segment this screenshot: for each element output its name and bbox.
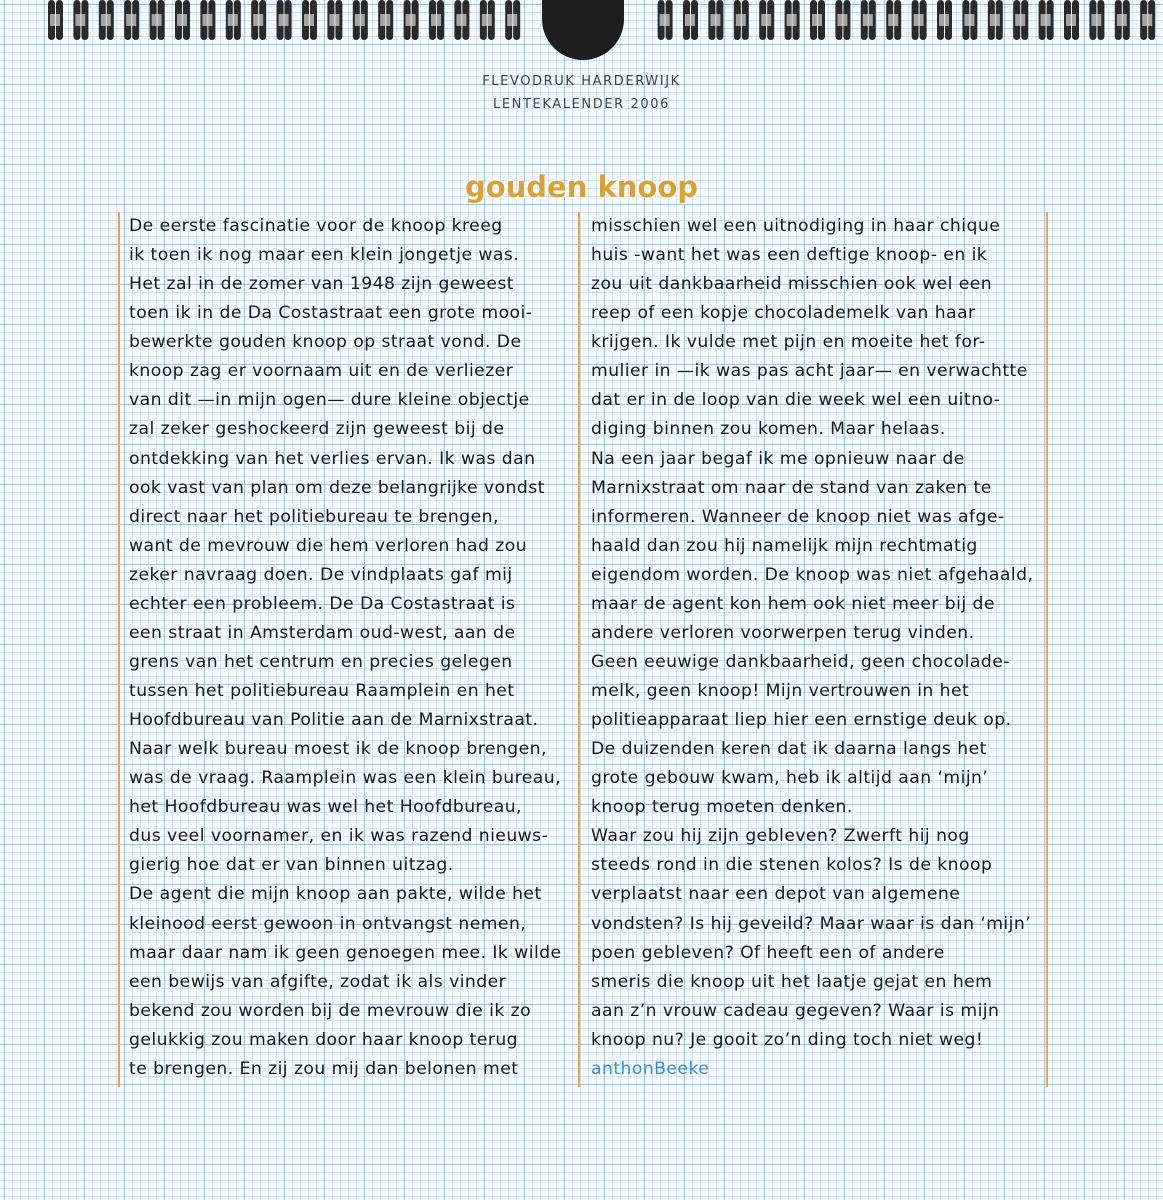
binding-ring <box>226 0 241 40</box>
right-text-column <box>578 212 1048 1087</box>
body-text-line: misschien wel een uitnodiging in haar chique <box>591 216 1001 236</box>
body-text-line: smeris die knoop uit het laatje gejat en hem <box>591 971 993 992</box>
body-text-line: diging binnen zou komen. Maar helaas. <box>591 419 946 440</box>
body-text-line: De eerste fascinatie voor de knoop kreeg <box>129 216 503 236</box>
body-text-line: zeker navraag doen. De vindplaats gaf mij <box>129 564 513 585</box>
body-text-line: politieapparaat liep hier een ernstige deuk op. <box>591 710 1012 731</box>
body-text-line: aan z’n vrouw cadeau gegeven? Waar is mijn <box>591 1000 1000 1021</box>
body-text-line: De agent die mijn knoop aan pakte, wilde het <box>129 884 542 905</box>
binding-ring <box>683 0 698 40</box>
binding-ring <box>200 0 215 40</box>
body-text-line: maar de agent kon hem ook niet meer bij de <box>591 593 995 614</box>
binding-ring <box>124 0 139 40</box>
binding-ring <box>277 0 292 40</box>
binding-ring <box>1089 0 1104 40</box>
body-text-line: bewerkte gouden knoop op straat vond. De <box>129 332 522 353</box>
binding-ring <box>150 0 165 40</box>
binding-ring <box>454 0 469 40</box>
body-text-line: ik toen ik nog maar een klein jongetje was. <box>129 245 520 266</box>
binding-ring <box>73 0 88 40</box>
body-text-line: een straat in Amsterdam oud-west, aan de <box>129 622 516 643</box>
body-text-line: maar daar nam ik geen genoegen mee. Ik wilde <box>129 942 562 963</box>
body-text-line: vondsten? Is hij geveild? Maar waar is dan ‘mijn’ <box>591 913 1032 934</box>
body-text-line: grens van het centrum en precies gelegen <box>129 651 513 672</box>
body-text-line: informeren. Wanneer de knoop niet was afge- <box>591 506 1005 527</box>
binding-ring <box>404 0 419 40</box>
body-text-line: verplaatst naar een depot van algemene <box>591 884 961 905</box>
binding-ring <box>302 0 317 40</box>
body-text-line: eigendom worden. De knoop was niet afgehaald, <box>591 564 1034 585</box>
binding-ring <box>937 0 952 40</box>
body-text-line: knoop nu? Je gooit zo’n ding toch niet weg! <box>591 1029 984 1050</box>
body-text-line: andere verloren voorwerpen terug vinden. <box>591 622 975 643</box>
body-text-line: kleinood eerst gewoon in ontvangst nemen, <box>129 913 527 934</box>
body-text-line: Waar zou hij zijn gebleven? Zwerft hij nog <box>591 826 970 847</box>
body-text-line: haald dan zou hij namelijk mijn rechtmatig <box>591 535 978 556</box>
calendar-header <box>0 70 1163 116</box>
binding-ring <box>378 0 393 40</box>
binding-ring <box>505 0 520 40</box>
body-text-line: gierig hoe dat er van binnen uitzag. <box>129 855 454 876</box>
body-text-line: krijgen. Ik vulde met pijn en moeite het for- <box>591 332 986 353</box>
body-text-line: zal zeker geshockeerd zijn geweest bij de <box>129 419 505 440</box>
binding-ring <box>1039 0 1054 40</box>
body-text-line: zou uit dankbaarheid misschien ook wel een <box>591 274 993 295</box>
binding-ring <box>658 0 673 40</box>
body-text-line: direct naar het politiebureau te brengen, <box>129 506 499 527</box>
body-text-line: knoop zag er voornaam uit en de verliezer <box>129 361 514 382</box>
body-text-line: tussen het politiebureau Raamplein en het <box>129 681 515 701</box>
binding-ring <box>734 0 749 40</box>
binding-ring <box>861 0 876 40</box>
binding-ring <box>1013 0 1028 40</box>
body-text-line: Het zal in de zomer van 1948 zijn geweest <box>129 274 514 295</box>
binding-ring <box>759 0 774 40</box>
binding-ring <box>353 0 368 40</box>
body-text-line: Na een jaar begaf ik me opnieuw naar de <box>591 448 965 469</box>
body-text-line: reep of een kopje chocolademelk van haar <box>591 303 976 324</box>
body-text-line: huis -want het was een deftige knoop- en ik <box>591 245 988 266</box>
body-text-line: gelukkig zou maken door haar knoop terug <box>129 1029 519 1050</box>
body-text-line: Naar welk bureau moest ik de knoop brengen, <box>129 739 547 760</box>
publisher-name: FLEVODRUK HARDERWIJK <box>482 74 681 89</box>
body-text-line: want de mevrouw die hem verloren had zou <box>129 535 528 556</box>
body-text-line: grote gebouw kwam, heb ik altijd aan ‘mijn’ <box>591 768 989 789</box>
body-text-line: toen ik in de Da Costastraat een grote mooi- <box>129 303 533 324</box>
binding-ring <box>99 0 114 40</box>
body-text-line: poen gebleven? Of heeft een of andere <box>591 942 945 963</box>
body-text-line: was de vraag. Raamplein was een klein bureau, <box>129 768 562 789</box>
body-text-line: steeds rond in die stenen kolos? Is de knoop <box>591 855 993 876</box>
body-text-line: echter een probleem. De Da Costastraat is <box>129 593 516 614</box>
body-text-line: Geen eeuwige dankbaarheid, geen chocolade- <box>591 651 1010 672</box>
binding-ring <box>1064 0 1079 40</box>
binding-ring <box>175 0 190 40</box>
author-signature: anthonBeeke <box>591 1058 710 1079</box>
body-text-line: knoop terug moeten denken. <box>591 797 853 818</box>
body-text-line: dus veel voornamer, en ik was razend nieuws- <box>129 826 549 847</box>
body-text-line: te brengen. En zij zou mij dan belonen met <box>129 1058 519 1079</box>
binding-ring <box>251 0 266 40</box>
binding-ring <box>327 0 342 40</box>
body-text-line: een bewijs van afgifte, zodat ik als vinder <box>129 971 507 992</box>
binding-ring <box>810 0 825 40</box>
binding-ring <box>886 0 901 40</box>
binding-ring <box>429 0 444 40</box>
binding-ring <box>835 0 850 40</box>
binding-ring <box>785 0 800 40</box>
binding-ring <box>962 0 977 40</box>
body-text-line: Marnixstraat om naar de stand van zaken te <box>591 477 992 498</box>
body-text-line: ook vast van plan om deze belangrijke vondst <box>129 477 545 498</box>
binding-ring <box>1115 0 1130 40</box>
body-text-line: het Hoofdbureau was wel het Hoofdbureau, <box>129 797 522 818</box>
binding-ring <box>1140 0 1155 40</box>
binding-ring <box>912 0 927 40</box>
page-title: gouden knoop <box>464 170 699 204</box>
body-text-line: van dit —in mijn ogen— dure kleine objectje <box>129 390 530 411</box>
body-text-line: bekend zou worden bij de mevrouw die ik zo <box>129 1000 532 1021</box>
binding-ring <box>988 0 1003 40</box>
body-text-line: mulier in —ik was pas acht jaar— en verwachtte <box>591 361 1028 382</box>
calendar-name: LENTEKALENDER 2006 <box>493 97 670 112</box>
body-text-line: De duizenden keren dat ik daarna langs het <box>591 739 987 760</box>
body-text-line: Hoofdbureau van Politie aan de Marnixstraat. <box>129 710 539 731</box>
body-text-line: ontdekking van het verlies ervan. Ik was dan <box>129 448 536 469</box>
left-text-column <box>118 212 568 1087</box>
binding-ring <box>708 0 723 40</box>
binding-ring <box>480 0 495 40</box>
binding-ring <box>48 0 63 40</box>
body-text-line: dat er in de loop van die week wel een uitno- <box>591 390 1001 411</box>
body-text-line: melk, geen knoop! Mijn vertrouwen in het <box>591 681 970 701</box>
